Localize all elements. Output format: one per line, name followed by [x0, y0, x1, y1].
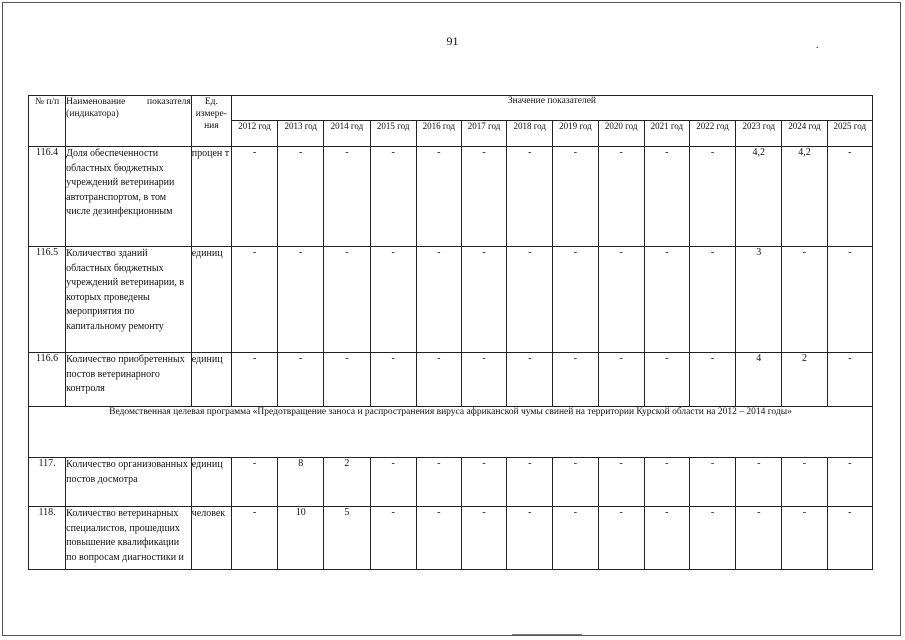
indicator-unit: единиц: [191, 458, 231, 507]
indicator-value: -: [231, 507, 277, 570]
indicator-value: -: [370, 147, 416, 247]
header-unit: Ед. измере-ния: [191, 96, 231, 147]
indicator-name: Количество зданий областных бюджетных учреждений ветеринарии, в которых проведены мероприятия по капитальному ремонту: [66, 247, 192, 353]
indicator-value: -: [689, 458, 735, 507]
table-row: [29, 247, 873, 353]
row-number: 116.4: [29, 147, 66, 247]
indicator-value: -: [324, 353, 370, 407]
year-header: 2024 год: [782, 121, 827, 147]
indicator-name: Количество приобретенных постов ветеринарного контроля: [66, 353, 192, 407]
table-row: [29, 507, 873, 570]
year-header: 2025 год: [827, 121, 872, 147]
indicator-value: -: [461, 147, 506, 247]
indicator-value: -: [553, 507, 598, 570]
indicator-value: -: [416, 247, 461, 353]
indicator-name: Количество ветеринарных специалистов, прошедших повышение квалификации по вопросам диагностики и: [66, 507, 192, 570]
scan-dot: .: [816, 40, 819, 51]
indicator-value: -: [644, 247, 689, 353]
indicator-unit: человек: [191, 507, 231, 570]
indicator-value: -: [598, 353, 644, 407]
indicator-value: -: [370, 458, 416, 507]
indicator-value: -: [827, 507, 872, 570]
indicator-value: -: [370, 507, 416, 570]
indicator-value: -: [553, 353, 598, 407]
indicator-unit: единиц: [191, 247, 231, 353]
indicator-value: -: [231, 458, 277, 507]
indicator-value: -: [782, 507, 827, 570]
indicator-value: -: [736, 507, 782, 570]
indicator-value: -: [689, 147, 735, 247]
indicator-value: -: [370, 353, 416, 407]
indicator-value: -: [507, 247, 553, 353]
indicators-table: [28, 95, 873, 570]
indicator-value: 2: [324, 458, 370, 507]
indicator-value: -: [827, 147, 872, 247]
year-header: 2015 год: [370, 121, 416, 147]
indicator-value: -: [324, 147, 370, 247]
table-body: [29, 147, 873, 570]
row-number: 116.5: [29, 247, 66, 353]
row-number: 118.: [29, 507, 66, 570]
year-header: 2020 год: [598, 121, 644, 147]
header-values: Значение показателей: [231, 96, 872, 121]
table-row: [29, 458, 873, 507]
indicator-value: -: [598, 247, 644, 353]
indicator-value: -: [507, 147, 553, 247]
indicator-value: -: [507, 458, 553, 507]
indicator-value: -: [461, 353, 506, 407]
indicator-value: -: [416, 507, 461, 570]
indicator-value: 3: [736, 247, 782, 353]
indicator-value: -: [689, 247, 735, 353]
indicator-value: -: [782, 247, 827, 353]
indicator-value: -: [461, 247, 506, 353]
header-number: № п/п: [29, 96, 66, 147]
indicator-value: -: [507, 507, 553, 570]
indicator-value: -: [598, 147, 644, 247]
indicator-unit: единиц: [191, 353, 231, 407]
indicator-value: -: [278, 353, 324, 407]
year-header: 2013 год: [278, 121, 324, 147]
indicator-value: 4: [736, 353, 782, 407]
indicator-value: -: [598, 507, 644, 570]
table-row: [29, 353, 873, 407]
indicator-value: -: [689, 507, 735, 570]
section-row: [29, 407, 873, 458]
year-header: 2019 год: [553, 121, 598, 147]
indicator-value: -: [416, 353, 461, 407]
indicator-unit: процен т: [191, 147, 231, 247]
indicator-value: -: [416, 147, 461, 247]
scan-artifact: [512, 634, 582, 635]
indicator-value: -: [736, 458, 782, 507]
year-header: 2023 год: [736, 121, 782, 147]
indicator-value: -: [827, 353, 872, 407]
indicator-value: -: [553, 147, 598, 247]
indicator-value: -: [370, 247, 416, 353]
indicator-value: 5: [324, 507, 370, 570]
year-header: 2017 год: [461, 121, 506, 147]
indicator-value: -: [827, 458, 872, 507]
indicator-value: -: [416, 458, 461, 507]
year-header: 2012 год: [231, 121, 277, 147]
indicator-value: -: [231, 247, 277, 353]
indicator-value: -: [278, 247, 324, 353]
page-number: 91: [446, 34, 459, 48]
indicator-value: -: [689, 353, 735, 407]
year-header: 2014 год: [324, 121, 370, 147]
indicator-value: -: [827, 247, 872, 353]
indicator-value: -: [598, 458, 644, 507]
indicator-value: 8: [278, 458, 324, 507]
indicator-value: -: [553, 458, 598, 507]
year-header: 2018 год: [507, 121, 553, 147]
indicator-value: 4,2: [736, 147, 782, 247]
indicator-value: -: [644, 147, 689, 247]
indicator-value: 10: [278, 507, 324, 570]
year-header: 2016 год: [416, 121, 461, 147]
indicator-value: -: [507, 353, 553, 407]
indicator-value: -: [644, 507, 689, 570]
year-header: 2022 год: [689, 121, 735, 147]
indicator-value: -: [461, 458, 506, 507]
indicator-value: 2: [782, 353, 827, 407]
indicator-name: Доля обеспеченности областных бюджетных учреждений ветеринарии автотранспортом, в том числе дезинфекционным: [66, 147, 192, 247]
table-row: [29, 147, 873, 247]
indicator-value: -: [461, 507, 506, 570]
indicator-value: -: [644, 458, 689, 507]
row-number: 116.6: [29, 353, 66, 407]
row-number: 117.: [29, 458, 66, 507]
year-header: 2021 год: [644, 121, 689, 147]
indicator-value: -: [553, 247, 598, 353]
indicator-value: -: [231, 353, 277, 407]
indicator-value: 4,2: [782, 147, 827, 247]
section-title: Ведомственная целевая программа «Предотвращение заноса и распространения вируса африканской чумы свиней на территории Курской области на 2012 – 2014 годы»: [29, 407, 873, 458]
header-indicator-name: Наименование показателя (индикатора): [66, 96, 192, 147]
indicator-value: -: [324, 247, 370, 353]
indicator-value: -: [644, 353, 689, 407]
indicator-name: Количество организованных постов досмотра: [66, 458, 192, 507]
indicator-value: -: [278, 147, 324, 247]
indicator-value: -: [231, 147, 277, 247]
indicator-value: -: [782, 458, 827, 507]
